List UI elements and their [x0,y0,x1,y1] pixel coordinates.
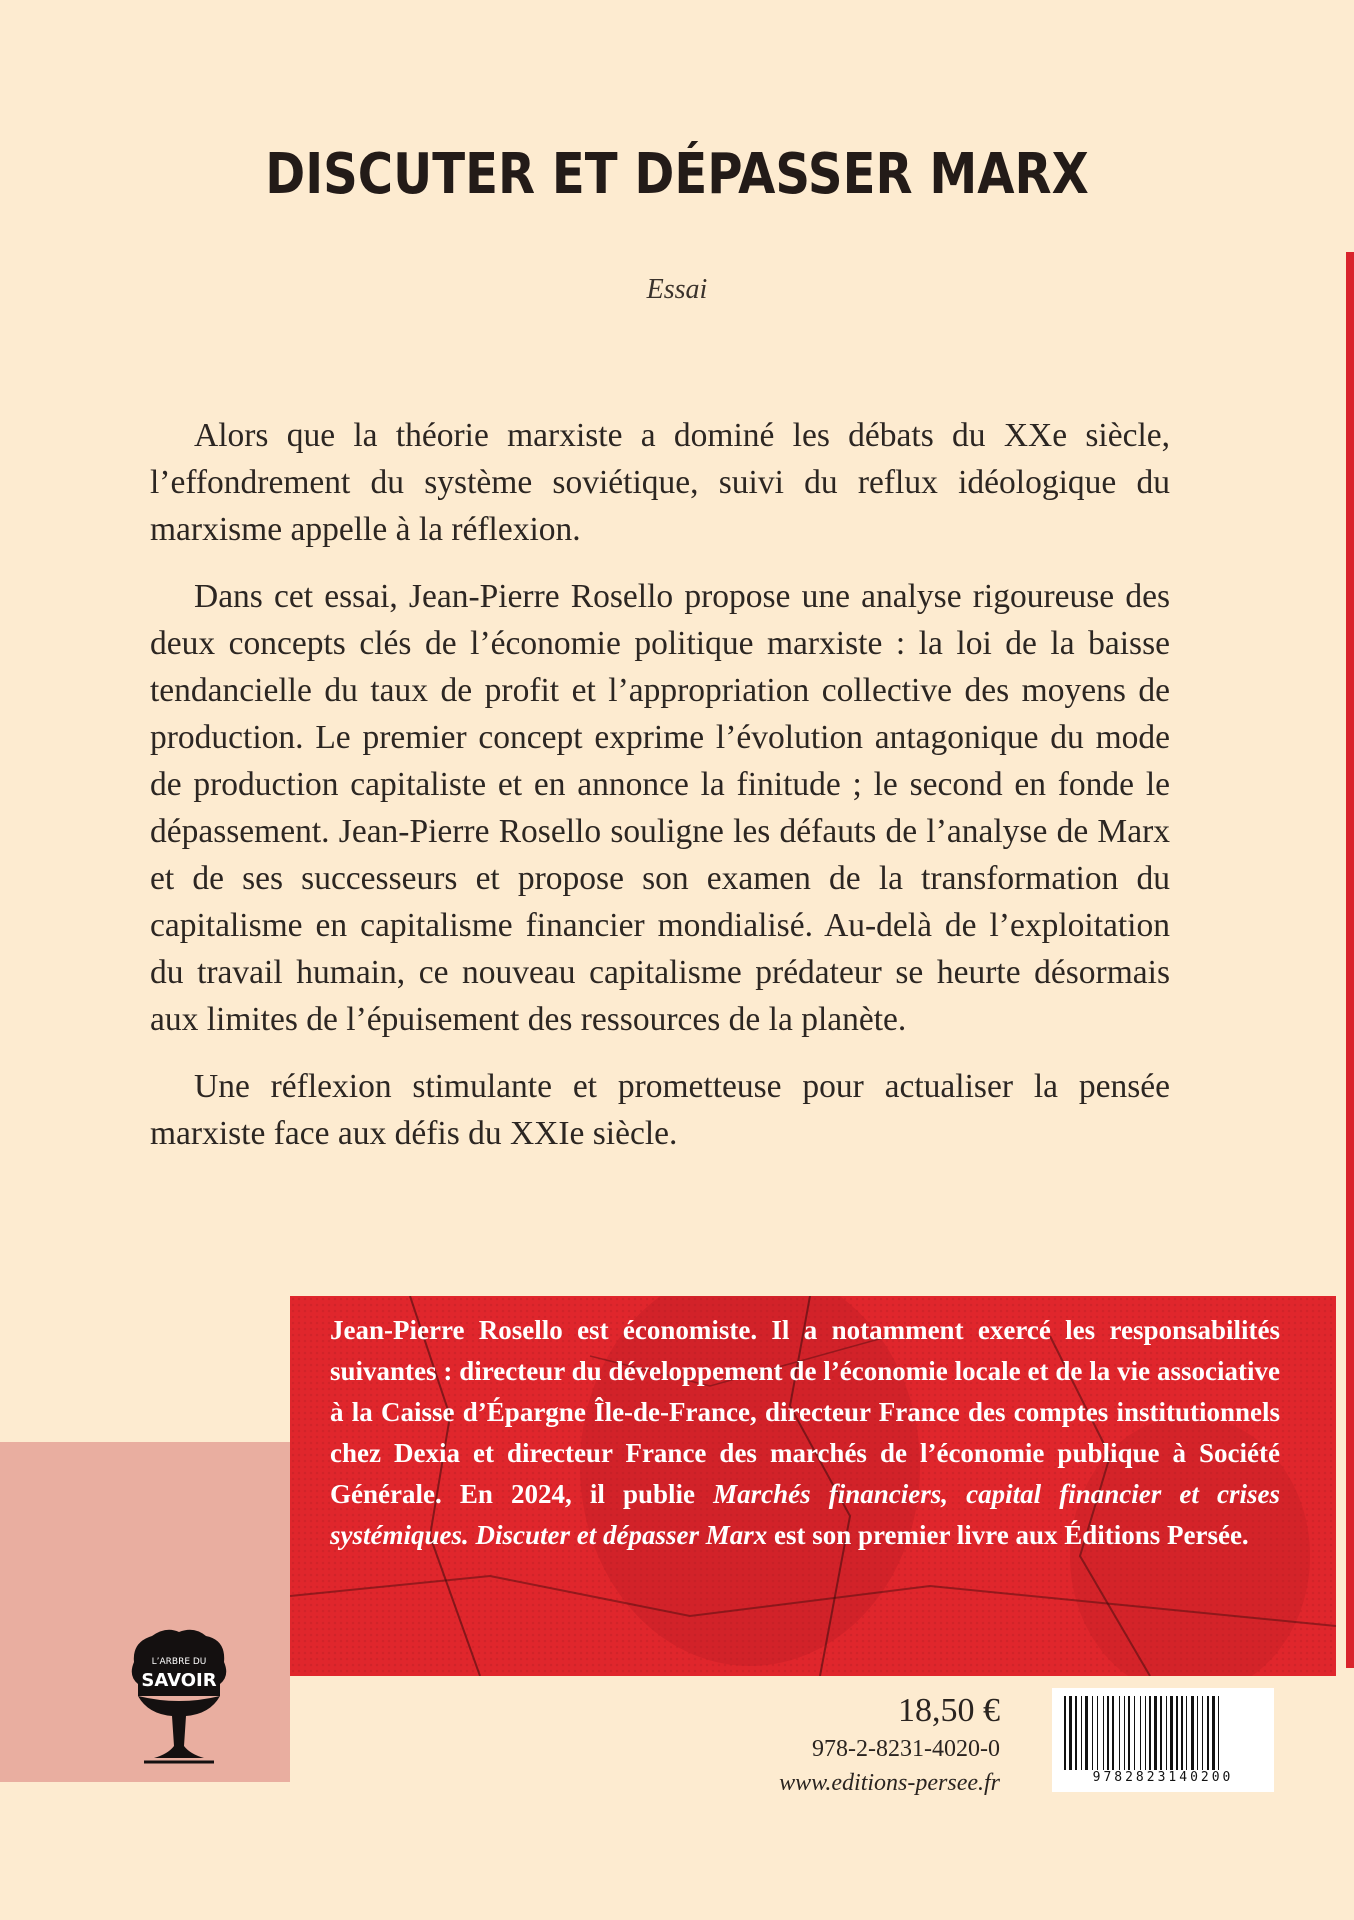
bio-book-titles: Marchés financiers, capital financier et crises systémiques. Discuter et dépasser Marx [330,1479,1280,1550]
barcode-bar [1149,1696,1151,1770]
barcode-bar [1176,1696,1178,1770]
barcode-bar [1092,1696,1093,1770]
barcode-digits: 9782823140200 [1092,1770,1234,1785]
barcode-bar [1075,1696,1077,1770]
barcode-bar [1207,1696,1209,1770]
barcode-bar [1166,1696,1167,1770]
blurb-paragraph-3: Une réflexion stimulante et prometteuse pour actualiser la pensée marxiste face aux défis du XXIe siècle. [150,1068,1170,1152]
barcode-bar [1064,1696,1066,1770]
barcode-bar [1202,1696,1203,1770]
publisher-website: www.editions-persee.fr [779,1770,1000,1796]
logo-text-line1: L’ARBRE DU [151,1657,207,1667]
barcode-bar [1145,1696,1146,1770]
barcode-bar [1085,1696,1088,1770]
barcode-bar [1160,1696,1162,1770]
bio-text-start: Jean-Pierre Rosello est économiste. Il a notamment exercé les responsabilités suivantes : directeur du développement de l’économie locale et de la vie associative à la Caisse d’Épargne Île-de-France, directeur France des comptes institutionnels chez Dexia et directeur France des marchés de l’économie publique à Société Générale. En 2024, il publie [330,1315,1280,1509]
logo-text-line2: SAVOIR [141,1670,217,1691]
blurb-paragraph-2: Dans cet essai, Jean-Pierre Rosello propose une analyse rigoureuse des deux concepts clés de l’économie politique marxiste : la loi de la baisse tendancielle du taux de profit et l’appropriation collective des moyens de production. Le premier concept exprime l’évolution antagonique du mode de production capitaliste et en annonce la finitude ; le second en fonde le dépassement. Jean-Pierre Rosello souligne les défauts de l’analyse de Marx et de ses successeurs et propose son examen de la transformation du capitalisme en capitalisme financier mondialisé. Au-delà de l’exploitation du travail humain, ce nouveau capitalisme prédateur se heurte désormais aux limites de l’épuisement des ressources de la planète. [150,578,1170,1038]
book-title: DISCUTER ET DÉPASSER MARX [265,142,1089,207]
price: 18,50 € [898,1692,1000,1729]
barcode-bar [1081,1696,1082,1770]
barcode-bar [1107,1696,1109,1770]
bio-text-end: est son premier livre aux Éditions Persée. [767,1520,1249,1550]
barcode-bar [1128,1696,1130,1770]
barcode-bar [1191,1696,1194,1770]
blurb [150,412,1170,1177]
barcode-bar [1119,1696,1120,1770]
barcode-bar [1170,1696,1173,1770]
barcode-bar [1212,1696,1215,1770]
barcode-bar [1069,1696,1072,1770]
publisher-logo [124,1624,234,1764]
isbn: 978-2-8231-4020-0 [812,1736,1000,1762]
barcode-bar [1218,1696,1219,1770]
barcode-bar [1124,1696,1125,1770]
barcode-bar [1197,1696,1198,1770]
blurb-paragraph-1: Alors que la théorie marxiste a dominé les débats du XXe siècle, l’effondrement du système soviétique, suivi du reflux idéologique du marxisme appelle à la réflexion. [150,417,1170,548]
author-bio [330,1310,1280,1556]
barcode-bar [1134,1696,1135,1770]
barcode-bar [1103,1696,1104,1770]
barcode-bar [1154,1696,1157,1770]
barcode-bar [1112,1696,1114,1770]
barcode-bar [1097,1696,1098,1770]
barcode-bar [1181,1696,1183,1770]
price-info [700,1690,1000,1800]
barcode-bar [1140,1696,1141,1770]
book-subtitle: Essai [646,274,708,305]
barcode-bar [1186,1696,1187,1770]
red-edge-strip [1346,252,1354,1668]
